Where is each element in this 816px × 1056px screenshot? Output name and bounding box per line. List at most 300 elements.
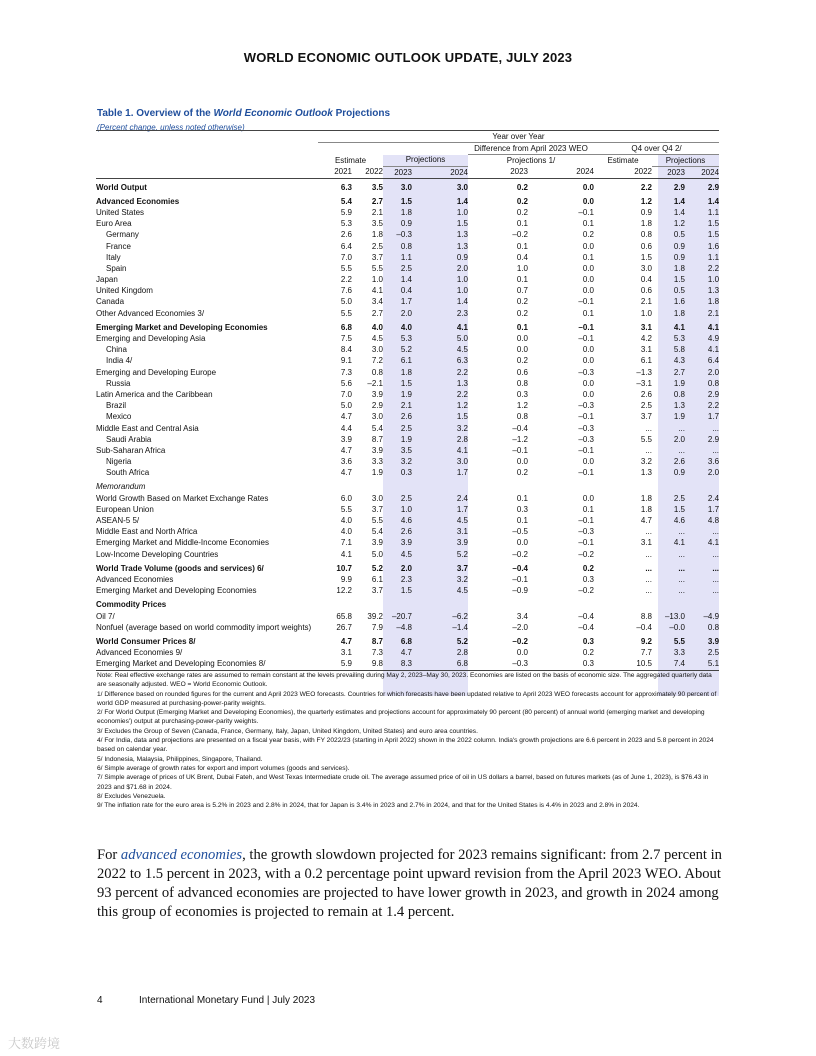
- row-label: India 4/: [106, 356, 133, 366]
- value-cell: 2.4: [707, 493, 720, 503]
- value-cell: 2.9: [707, 434, 720, 444]
- value-cell: 4.0: [400, 322, 412, 332]
- value-cell: 4.6: [400, 516, 412, 526]
- table-row: [96, 633, 719, 647]
- projections-diff-header: Projections 1/: [506, 155, 556, 165]
- value-cell: –0.1: [578, 297, 594, 307]
- value-cell: 4.1: [340, 549, 352, 559]
- value-cell: –6.2: [452, 611, 468, 621]
- value-cell: –4.8: [396, 622, 412, 632]
- value-cell: –0.2: [512, 549, 528, 559]
- value-cell: 4.7: [340, 445, 352, 455]
- value-cell: [652, 479, 685, 493]
- value-cell: 4.1: [707, 322, 720, 332]
- value-cell: 2.0: [673, 434, 685, 444]
- value-cell: 2.1: [707, 308, 720, 318]
- value-cell: 6.8: [340, 322, 352, 332]
- table-row: [96, 275, 719, 286]
- table-row: [96, 308, 719, 319]
- value-cell: 2.5: [371, 241, 383, 251]
- value-cell: 0.1: [516, 241, 528, 251]
- year-cell: 2022: [594, 167, 652, 179]
- value-cell: ...: [712, 563, 720, 573]
- value-cell: 1.2: [640, 196, 652, 206]
- value-cell: 1.1: [400, 252, 412, 262]
- value-cell: 5.2: [456, 636, 468, 646]
- row-label: China: [106, 345, 127, 355]
- value-cell: ...: [712, 527, 720, 537]
- value-cell: 4.1: [707, 538, 720, 548]
- value-cell: 7.0: [340, 389, 352, 399]
- value-cell: 4.4: [340, 423, 352, 433]
- table-row: [96, 241, 719, 252]
- value-cell: 2.0: [400, 563, 412, 573]
- value-cell: 4.2: [640, 334, 652, 344]
- value-cell: 4.5: [371, 334, 383, 344]
- value-cell: 1.0: [371, 275, 383, 285]
- row-label: European Union: [96, 504, 154, 514]
- value-cell: 5.0: [340, 297, 352, 307]
- value-cell: 3.4: [516, 611, 528, 621]
- footnote: 7/ Simple average of prices of UK Brent, Dubai Fateh, and West Texas Intermediate crude oil. The average assumed price of oil in US dollars a barrel, based on futures markets (as of June 1, 2023), is $76.43 in 2023 and $71.68 in 2024.: [97, 774, 709, 791]
- value-cell: 1.5: [456, 219, 468, 229]
- value-cell: 9.9: [340, 574, 352, 584]
- value-cell: –0.1: [578, 334, 594, 344]
- value-cell: 7.5: [340, 334, 352, 344]
- value-cell: –4.9: [703, 611, 720, 621]
- value-cell: 1.1: [707, 252, 720, 262]
- table-row: [96, 297, 719, 308]
- table-row: [96, 527, 719, 538]
- row-label: France: [106, 241, 131, 251]
- value-cell: 4.5: [400, 549, 412, 559]
- value-cell: 6.0: [340, 493, 352, 503]
- value-cell: 4.5: [456, 586, 468, 596]
- value-cell: –0.1: [512, 445, 528, 455]
- value-cell: 0.1: [582, 308, 594, 318]
- value-cell: 5.4: [340, 196, 352, 206]
- value-cell: 3.0: [371, 345, 383, 355]
- value-cell: 0.9: [456, 252, 468, 262]
- value-cell: 2.0: [456, 263, 468, 273]
- value-cell: –20.7: [391, 611, 412, 621]
- value-cell: 1.9: [371, 468, 383, 478]
- value-cell: 0.4: [400, 286, 412, 296]
- value-cell: 2.7: [673, 367, 685, 377]
- value-cell: 1.2: [516, 401, 528, 411]
- value-cell: 0.2: [516, 196, 528, 206]
- value-cell: ...: [678, 586, 685, 596]
- value-cell: 1.6: [673, 297, 685, 307]
- value-cell: ...: [645, 423, 652, 433]
- page-footer: [97, 995, 315, 1006]
- value-cell: 2.2: [707, 263, 720, 273]
- value-cell: 1.6: [707, 241, 720, 251]
- value-cell: 3.1: [640, 538, 652, 548]
- row-label: Middle East and Central Asia: [96, 423, 199, 433]
- value-cell: –13.0: [664, 611, 685, 621]
- value-cell: 1.4: [456, 297, 468, 307]
- value-cell: 0.9: [673, 468, 685, 478]
- footnote: 6/ Simple average of growth rates for export and import volumes (goods and services).: [97, 764, 350, 772]
- value-cell: 2.0: [707, 468, 720, 478]
- value-cell: 2.3: [400, 574, 412, 584]
- value-cell: 1.3: [456, 230, 468, 240]
- value-cell: 1.5: [400, 378, 412, 388]
- value-cell: 2.6: [400, 527, 412, 537]
- year-cell: 2024: [412, 167, 468, 179]
- table-row: [96, 574, 719, 585]
- value-cell: 1.9: [673, 412, 685, 422]
- row-label: Emerging Market and Developing Economies: [96, 322, 268, 332]
- value-cell: 0.0: [516, 648, 528, 658]
- value-cell: 4.9: [707, 334, 720, 344]
- value-cell: 0.9: [400, 219, 412, 229]
- value-cell: ...: [678, 563, 685, 573]
- table-row: [96, 648, 719, 659]
- value-cell: ...: [645, 563, 652, 573]
- value-cell: 3.5: [371, 219, 383, 229]
- value-cell: 1.7: [456, 504, 468, 514]
- table-row: [96, 538, 719, 549]
- value-cell: 0.0: [582, 493, 594, 503]
- value-cell: 0.2: [582, 563, 594, 573]
- value-cell: –0.3: [396, 230, 412, 240]
- value-cell: 3.9: [371, 389, 383, 399]
- value-cell: 1.0: [456, 275, 468, 285]
- value-cell: 0.3: [516, 389, 528, 399]
- value-cell: 2.8: [456, 648, 468, 658]
- value-cell: 3.7: [371, 252, 383, 262]
- table-row: [96, 434, 719, 445]
- value-cell: 0.1: [582, 252, 594, 262]
- value-cell: 4.8: [707, 516, 720, 526]
- value-cell: 6.4: [340, 241, 352, 251]
- row-label: Nigeria: [106, 457, 132, 467]
- value-cell: [412, 597, 468, 611]
- value-cell: 0.6: [516, 367, 528, 377]
- row-label: Nonfuel (average based on world commodity import weights): [96, 622, 312, 632]
- row-label: Emerging Market and Middle-Income Economies: [96, 538, 269, 548]
- year-cell: 2023: [652, 167, 685, 179]
- value-cell: [594, 597, 652, 611]
- value-cell: [318, 597, 352, 611]
- q4-projections-header: Projections: [652, 155, 719, 167]
- value-cell: 65.8: [336, 611, 352, 621]
- value-cell: ...: [712, 549, 720, 559]
- value-cell: 5.4: [371, 527, 383, 537]
- value-cell: 1.0: [400, 504, 412, 514]
- value-cell: 5.3: [400, 334, 412, 344]
- value-cell: 3.4: [371, 297, 383, 307]
- row-label: Mexico: [106, 412, 132, 422]
- value-cell: 2.5: [400, 493, 412, 503]
- row-label: Emerging Market and Developing Economies 8/: [96, 659, 318, 671]
- row-label: South Africa: [106, 468, 150, 478]
- value-cell: 1.3: [456, 378, 468, 388]
- value-cell: [685, 479, 719, 493]
- value-cell: 1.7: [456, 468, 468, 478]
- value-cell: 2.1: [640, 297, 652, 307]
- row-label: Memorandum: [96, 482, 146, 492]
- value-cell: 0.2: [516, 182, 528, 192]
- value-cell: ...: [712, 423, 720, 433]
- table-row: [96, 345, 719, 356]
- value-cell: 8.7: [371, 434, 383, 444]
- value-cell: 2.2: [640, 182, 652, 192]
- row-label: Brazil: [106, 401, 127, 411]
- value-cell: 1.8: [640, 493, 652, 503]
- row-label: Advanced Economies: [96, 196, 180, 206]
- row-label: World Consumer Prices 8/: [96, 636, 196, 646]
- value-cell: 3.9: [340, 434, 352, 444]
- value-cell: 3.1: [640, 345, 652, 355]
- value-cell: 0.0: [582, 378, 594, 388]
- value-cell: 0.5: [673, 230, 685, 240]
- table-row: [96, 230, 719, 241]
- footnote: 5/ Indonesia, Malaysia, Philippines, Singapore, Thailand.: [97, 755, 263, 763]
- value-cell: [685, 597, 719, 611]
- value-cell: 1.4: [707, 196, 720, 206]
- value-cell: 1.9: [400, 434, 412, 444]
- value-cell: 39.2: [367, 611, 383, 621]
- value-cell: 4.3: [673, 356, 685, 366]
- value-cell: 2.6: [400, 412, 412, 422]
- value-cell: 0.2: [516, 468, 528, 478]
- value-cell: [412, 479, 468, 493]
- value-cell: 7.9: [371, 622, 383, 632]
- row-label: Euro Area: [96, 219, 132, 229]
- value-cell: 6.1: [640, 356, 652, 366]
- value-cell: 1.3: [707, 286, 720, 296]
- value-cell: 3.6: [707, 457, 720, 467]
- advanced-economies-link[interactable]: advanced economies: [120, 847, 243, 863]
- table-row: [96, 219, 719, 230]
- value-cell: 3.6: [340, 457, 352, 467]
- value-cell: 5.3: [340, 219, 352, 229]
- row-label: World Growth Based on Market Exchange Rates: [96, 493, 269, 503]
- value-cell: 5.0: [456, 334, 468, 344]
- value-cell: 0.0: [582, 345, 594, 355]
- value-cell: [652, 597, 685, 611]
- value-cell: 0.8: [516, 378, 528, 388]
- row-label: Sub-Saharan Africa: [96, 445, 166, 455]
- value-cell: 3.5: [400, 445, 412, 455]
- value-cell: ...: [645, 574, 652, 584]
- year-over-year-header: Year over Year: [318, 131, 719, 143]
- value-cell: 2.6: [640, 389, 652, 399]
- value-cell: [594, 479, 652, 493]
- value-cell: 0.0: [582, 457, 594, 467]
- table-row: [96, 659, 719, 671]
- footer-text: International Monetary Fund | July 2023: [139, 995, 316, 1006]
- value-cell: ...: [678, 527, 685, 537]
- value-cell: 9.8: [352, 659, 383, 671]
- table-row: [96, 179, 719, 194]
- year-cell: 2022: [352, 167, 383, 179]
- header-row-3: [96, 155, 719, 167]
- value-cell: [383, 597, 412, 611]
- value-cell: 4.0: [340, 516, 352, 526]
- value-cell: 7.4: [652, 659, 685, 671]
- table-row: [96, 252, 719, 263]
- value-cell: 1.5: [456, 412, 468, 422]
- value-cell: 5.5: [340, 504, 352, 514]
- data-table: [96, 130, 719, 671]
- footnote: 1/ Difference based on rounded figures for the current and April 2023 WEO forecasts. Countries for which forecasts have been updated relative to April 2023 WEO forecasts account for approximately 90 percent of world GDP measured at purchasing-power-parity weights.: [97, 690, 717, 707]
- value-cell: 0.2: [516, 308, 528, 318]
- value-cell: 1.8: [673, 263, 685, 273]
- value-cell: 2.2: [456, 367, 468, 377]
- value-cell: 0.3: [400, 468, 412, 478]
- value-cell: 2.3: [456, 308, 468, 318]
- value-cell: 1.0: [640, 308, 652, 318]
- value-cell: 5.5: [340, 308, 352, 318]
- row-label: Russia: [106, 378, 131, 388]
- value-cell: 0.7: [516, 286, 528, 296]
- value-cell: 1.4: [456, 196, 468, 206]
- value-cell: 1.4: [673, 207, 685, 217]
- value-cell: 4.0: [340, 527, 352, 537]
- row-label: Italy: [106, 252, 121, 262]
- row-label: Emerging Market and Developing Economies: [96, 586, 257, 596]
- value-cell: 2.8: [456, 434, 468, 444]
- value-cell: 4.7: [340, 412, 352, 422]
- value-cell: 0.0: [516, 538, 528, 548]
- value-cell: –0.3: [578, 367, 594, 377]
- value-cell: 0.1: [582, 219, 594, 229]
- row-label: Commodity Prices: [96, 600, 167, 610]
- value-cell: 3.0: [371, 493, 383, 503]
- value-cell: –0.4: [578, 611, 594, 621]
- value-cell: 0.8: [707, 378, 720, 388]
- table-row: [96, 286, 719, 297]
- value-cell: 5.5: [640, 434, 652, 444]
- value-cell: 8.7: [371, 636, 383, 646]
- table-row: [96, 378, 719, 389]
- value-cell: 0.9: [673, 252, 685, 262]
- value-cell: 0.1: [516, 322, 528, 332]
- year-cell: 2023: [468, 167, 528, 179]
- value-cell: 6.1: [400, 356, 412, 366]
- value-cell: –2.1: [367, 378, 383, 388]
- value-cell: 3.2: [640, 457, 652, 467]
- value-cell: 1.5: [400, 586, 412, 596]
- value-cell: 2.9: [371, 401, 383, 411]
- table-row: [96, 412, 719, 423]
- value-cell: 3.7: [371, 586, 383, 596]
- value-cell: 2.7: [371, 308, 383, 318]
- value-cell: 0.0: [582, 263, 594, 273]
- value-cell: 2.2: [456, 389, 468, 399]
- value-cell: 1.5: [707, 219, 720, 229]
- value-cell: 3.9: [400, 538, 412, 548]
- value-cell: 4.7: [340, 468, 352, 478]
- value-cell: 1.0: [456, 286, 468, 296]
- value-cell: 1.5: [673, 275, 685, 285]
- value-cell: 1.7: [707, 504, 720, 514]
- row-label: Spain: [106, 263, 127, 273]
- table-row: [96, 597, 719, 611]
- value-cell: 2.5: [707, 648, 720, 658]
- table-row: [96, 193, 719, 207]
- value-cell: ...: [645, 445, 652, 455]
- value-cell: 5.9: [318, 659, 352, 671]
- value-cell: –0.3: [468, 659, 528, 671]
- value-cell: 26.7: [336, 622, 352, 632]
- value-cell: –0.1: [578, 207, 594, 217]
- value-cell: 5.5: [340, 263, 352, 273]
- value-cell: 3.1: [340, 648, 352, 658]
- value-cell: 7.3: [371, 648, 383, 658]
- value-cell: 0.1: [582, 504, 594, 514]
- value-cell: 5.5: [371, 516, 383, 526]
- table-row: [96, 333, 719, 344]
- value-cell: –0.3: [578, 434, 594, 444]
- value-cell: 6.4: [707, 356, 720, 366]
- value-cell: 1.0: [456, 207, 468, 217]
- value-cell: [352, 597, 383, 611]
- value-cell: 2.9: [707, 389, 720, 399]
- value-cell: 0.9: [640, 207, 652, 217]
- value-cell: 2.6: [673, 457, 685, 467]
- value-cell: 1.3: [640, 468, 652, 478]
- value-cell: 4.6: [673, 516, 685, 526]
- value-cell: 3.0: [400, 182, 412, 192]
- value-cell: –1.3: [636, 367, 652, 377]
- value-cell: 3.9: [371, 538, 383, 548]
- value-cell: 5.8: [673, 345, 685, 355]
- value-cell: 2.0: [707, 367, 720, 377]
- value-cell: 0.8: [640, 230, 652, 240]
- value-cell: 1.3: [456, 241, 468, 251]
- footnote: 2/ For World Output (Emerging Market and Developing Economies), the quarterly estimates and projections account for approximately 90 percent (80 percent) of annual world (emerging market and developing economies') output at purchasing-power-parity weights.: [97, 709, 705, 726]
- value-cell: 0.8: [707, 622, 720, 632]
- value-cell: –0.1: [578, 468, 594, 478]
- value-cell: –0.1: [578, 516, 594, 526]
- value-cell: 1.0: [707, 275, 720, 285]
- value-cell: [318, 479, 352, 493]
- table-row: [96, 389, 719, 400]
- value-cell: 3.3: [673, 648, 685, 658]
- value-cell: 0.2: [582, 648, 594, 658]
- value-cell: 5.9: [340, 207, 352, 217]
- header-row-1: [96, 131, 719, 143]
- table-row: [96, 207, 719, 218]
- table-row: [96, 560, 719, 574]
- value-cell: 4.1: [707, 345, 720, 355]
- value-cell: –0.4: [636, 622, 652, 632]
- row-label: Emerging and Developing Asia: [96, 334, 206, 344]
- value-cell: 6.8: [400, 636, 412, 646]
- row-label: Low-Income Developing Countries: [96, 549, 219, 559]
- value-cell: ...: [645, 527, 652, 537]
- value-cell: –0.1: [578, 538, 594, 548]
- value-cell: 1.7: [707, 412, 720, 422]
- row-label: Other Advanced Economies 3/: [96, 308, 205, 318]
- value-cell: 1.9: [673, 378, 685, 388]
- value-cell: 0.6: [640, 241, 652, 251]
- value-cell: 3.9: [371, 445, 383, 455]
- value-cell: 0.2: [516, 356, 528, 366]
- value-cell: 1.4: [673, 196, 685, 206]
- value-cell: –0.2: [512, 636, 528, 646]
- value-cell: –0.2: [512, 230, 528, 240]
- value-cell: ...: [712, 586, 720, 596]
- page-number: 4: [97, 995, 103, 1006]
- value-cell: –0.4: [512, 563, 528, 573]
- value-cell: 2.1: [400, 401, 412, 411]
